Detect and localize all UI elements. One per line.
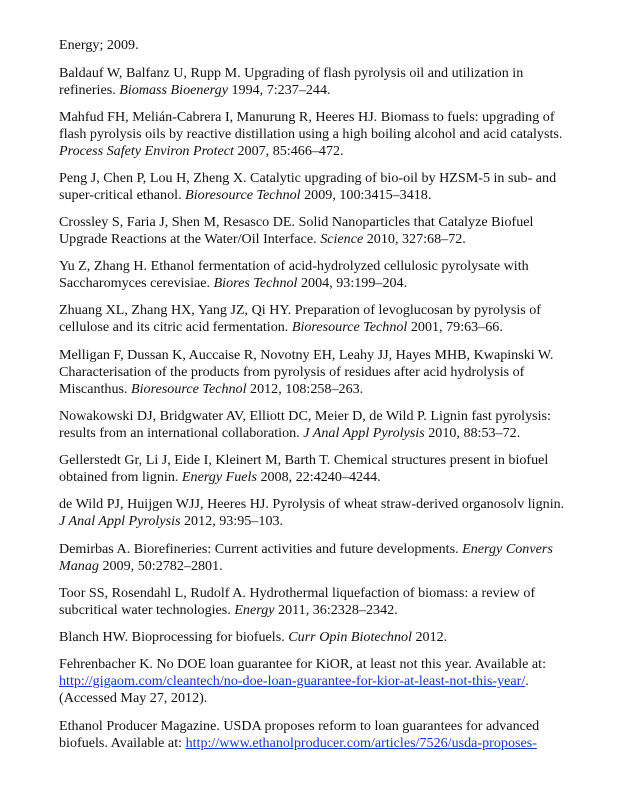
reference-line bbox=[59, 408, 584, 425]
journal-title: Science bbox=[320, 231, 364, 248]
reference-line bbox=[59, 231, 584, 248]
reference-line bbox=[59, 275, 584, 292]
reference-continuation-text bbox=[59, 37, 584, 54]
reference-text-segment: Zhuang XL, Zhang HX, Yang JZ, Qi HY. Preparation of levoglucosan by pyrolysis of bbox=[59, 302, 542, 318]
reference-line bbox=[59, 319, 584, 336]
reference-text-segment: Melligan F, Dussan K, Auccaise R, Novotny EH, Leahy JJ, Hayes MHB, Kwapinski W. bbox=[59, 347, 554, 363]
reference-url-link[interactable]: http://gigaom.com/cleantech/no-doe-loan-guarantee-for-kior-at-least-not-this-year/ bbox=[59, 673, 526, 690]
reference-text-segment: Blanch HW. Bioprocessing for biofuels. bbox=[59, 629, 289, 645]
reference-line bbox=[59, 381, 584, 398]
reference-text bbox=[59, 496, 584, 530]
reference-line bbox=[59, 425, 584, 442]
reference-text-segment: Saccharomyces cerevisiae. bbox=[59, 275, 214, 292]
reference-text bbox=[59, 258, 584, 292]
reference-line bbox=[59, 558, 584, 575]
journal-title: Curr Opin Biotechnol bbox=[288, 629, 412, 645]
reference-text-segment: 2011, 36:2328–2342. bbox=[274, 602, 398, 619]
reference-line bbox=[59, 347, 584, 364]
journal-title: Process Safety Environ Protect bbox=[59, 143, 234, 160]
reference-text-segment: flash pyrolysis oils by reactive distillation using a high boiling alcohol and acid catalysts. bbox=[59, 126, 563, 143]
reference-line bbox=[59, 673, 584, 690]
reference-text bbox=[59, 718, 584, 752]
journal-title: Bioresource Technol bbox=[131, 381, 247, 398]
reference-text-segment: 2012, 108:258–263. bbox=[246, 381, 364, 398]
reference-line bbox=[59, 302, 584, 319]
reference-line bbox=[59, 452, 584, 469]
reference-text-segment: Upgrade Reactions at the Water/Oil Interface. bbox=[59, 231, 321, 248]
reference-text-segment: 2012. bbox=[411, 629, 448, 645]
reference-line bbox=[59, 65, 584, 82]
journal-title: Bioresource Technol bbox=[291, 319, 408, 336]
reference-url-link[interactable]: http://www.ethanolproducer.com/articles/7526/usda-proposes- bbox=[185, 735, 537, 752]
reference-text-segment: 2001, 79:63–66. bbox=[407, 319, 503, 336]
reference-text-segment: de Wild PJ, Huijgen WJJ, Heeres HJ. Pyrolysis of wheat straw-derived organosolv lignin. bbox=[59, 496, 565, 512]
reference-line bbox=[59, 109, 584, 126]
reference-line bbox=[59, 170, 584, 187]
reference-text-segment: 2012, 93:95–103. bbox=[180, 513, 284, 530]
reference-text-segment: obtained from lignin. bbox=[59, 469, 182, 486]
reference-text-segment: . bbox=[525, 673, 529, 690]
reference-text-segment: Toor SS, Rosendahl L, Rudolf A. Hydrothermal liquefaction of biomass: a review of bbox=[59, 585, 536, 601]
reference-line bbox=[59, 214, 584, 231]
reference-text-segment: 2010, 88:53–72. bbox=[424, 425, 521, 442]
reference-line bbox=[59, 126, 584, 143]
reference-text bbox=[59, 408, 584, 442]
reference-text-segment: Characterisation of the products from pyrolysis of residues after acid hydrolysis of bbox=[59, 364, 525, 381]
reference-line bbox=[59, 656, 584, 673]
reference-text-segment: Mahfud FH, Melián-Cabrera I, Manurung R, Heeres HJ. Biomass to fuels: upgrading of bbox=[59, 109, 555, 125]
reference-text bbox=[59, 214, 584, 248]
reference-text-segment: Fehrenbacher K. No DOE loan guarantee for KiOR, at least not this year. Available at: bbox=[59, 656, 546, 672]
reference-text-segment: 2008, 22:4240–4244. bbox=[256, 469, 381, 486]
journal-title: Bioresource Technol bbox=[185, 187, 301, 204]
reference-text-segment: subcritical water technologies. bbox=[59, 602, 235, 619]
reference-text bbox=[59, 347, 584, 399]
reference-line: Energy; 2009. bbox=[59, 37, 139, 53]
reference-text-segment: cellulose and its citric acid fermentation. bbox=[59, 319, 292, 336]
reference-text-segment: 1994, 7:237–244. bbox=[227, 82, 331, 99]
reference-text-segment: (Accessed May 27, 2012). bbox=[59, 690, 208, 707]
reference-text-segment: results from an international collaboration. bbox=[59, 425, 304, 442]
reference-text-segment: Nowakowski DJ, Bridgwater AV, Elliott DC, Meier D, de Wild P. Lignin fast pyrolysis: bbox=[59, 408, 551, 424]
reference-line bbox=[59, 469, 584, 486]
reference-text-segment: Yu Z, Zhang H. Ethanol fermentation of acid-hydrolyzed cellulosic pyrolysate with bbox=[59, 258, 529, 274]
journal-title: Biores Technol bbox=[213, 275, 298, 292]
reference-text-segment: 2009, 50:2782–2801. bbox=[98, 558, 223, 575]
reference-line bbox=[59, 187, 584, 204]
reference-text-segment: Demirbas A. Biorefineries: Current activities and future developments. bbox=[59, 541, 463, 557]
reference-text-segment: super-critical ethanol. bbox=[59, 187, 186, 204]
reference-line bbox=[59, 541, 584, 558]
reference-text bbox=[59, 585, 584, 619]
reference-line bbox=[59, 602, 584, 619]
reference-line bbox=[59, 718, 584, 735]
reference-text-segment: Peng J, Chen P, Lou H, Zheng X. Catalytic upgrading of bio-oil by HZSM-5 in sub- and bbox=[59, 170, 557, 186]
reference-text bbox=[59, 452, 584, 486]
reference-line bbox=[59, 690, 584, 707]
reference-text bbox=[59, 629, 584, 646]
reference-text-segment: Ethanol Producer Magazine. USDA proposes reform to loan guarantees for advanced bbox=[59, 718, 540, 734]
reference-line bbox=[59, 496, 584, 513]
reference-text bbox=[59, 65, 584, 99]
journal-title: Energy bbox=[234, 602, 275, 619]
reference-text-segment: 2010, 327:68–72. bbox=[363, 231, 466, 248]
reference-text-segment: 2007, 85:466–472. bbox=[233, 143, 344, 160]
reference-text-segment: refineries. bbox=[59, 82, 120, 99]
reference-text bbox=[59, 656, 584, 708]
reference-text bbox=[59, 109, 584, 161]
reference-text-segment: Gellerstedt Gr, Li J, Eide I, Kleinert M, Barth T. Chemical structures present in biofuel bbox=[59, 452, 549, 468]
reference-line bbox=[59, 513, 584, 530]
reference-line bbox=[59, 585, 584, 602]
journal-title: Manag bbox=[59, 558, 99, 575]
reference-text-segment: Baldauf W, Balfanz U, Rupp M. Upgrading of flash pyrolysis oil and utilization in bbox=[59, 65, 524, 81]
reference-line bbox=[59, 258, 584, 275]
reference-text-segment: Crossley S, Faria J, Shen M, Resasco DE. Solid Nanoparticles that Catalyze Biofuel bbox=[59, 214, 534, 230]
reference-text-segment: Miscanthus. bbox=[59, 381, 132, 398]
reference-text bbox=[59, 170, 584, 204]
reference-line bbox=[59, 364, 584, 381]
journal-title: Energy Convers bbox=[462, 541, 553, 557]
journal-title: Biomass Bioenergy bbox=[119, 82, 228, 99]
reference-line bbox=[59, 735, 584, 752]
reference-line bbox=[59, 82, 584, 99]
reference-text bbox=[59, 302, 584, 336]
reference-text bbox=[59, 541, 584, 575]
reference-text-segment: biofuels. Available at: bbox=[59, 735, 186, 752]
journal-title: Energy Fuels bbox=[181, 469, 257, 486]
reference-text-segment: 2009, 100:3415–3418. bbox=[300, 187, 432, 204]
reference-line bbox=[59, 629, 584, 646]
reference-line bbox=[59, 143, 584, 160]
journal-title: J Anal Appl Pyrolysis bbox=[59, 513, 181, 530]
reference-text-segment: 2004, 93:199–204. bbox=[297, 275, 408, 292]
journal-title: J Anal Appl Pyrolysis bbox=[303, 425, 425, 442]
